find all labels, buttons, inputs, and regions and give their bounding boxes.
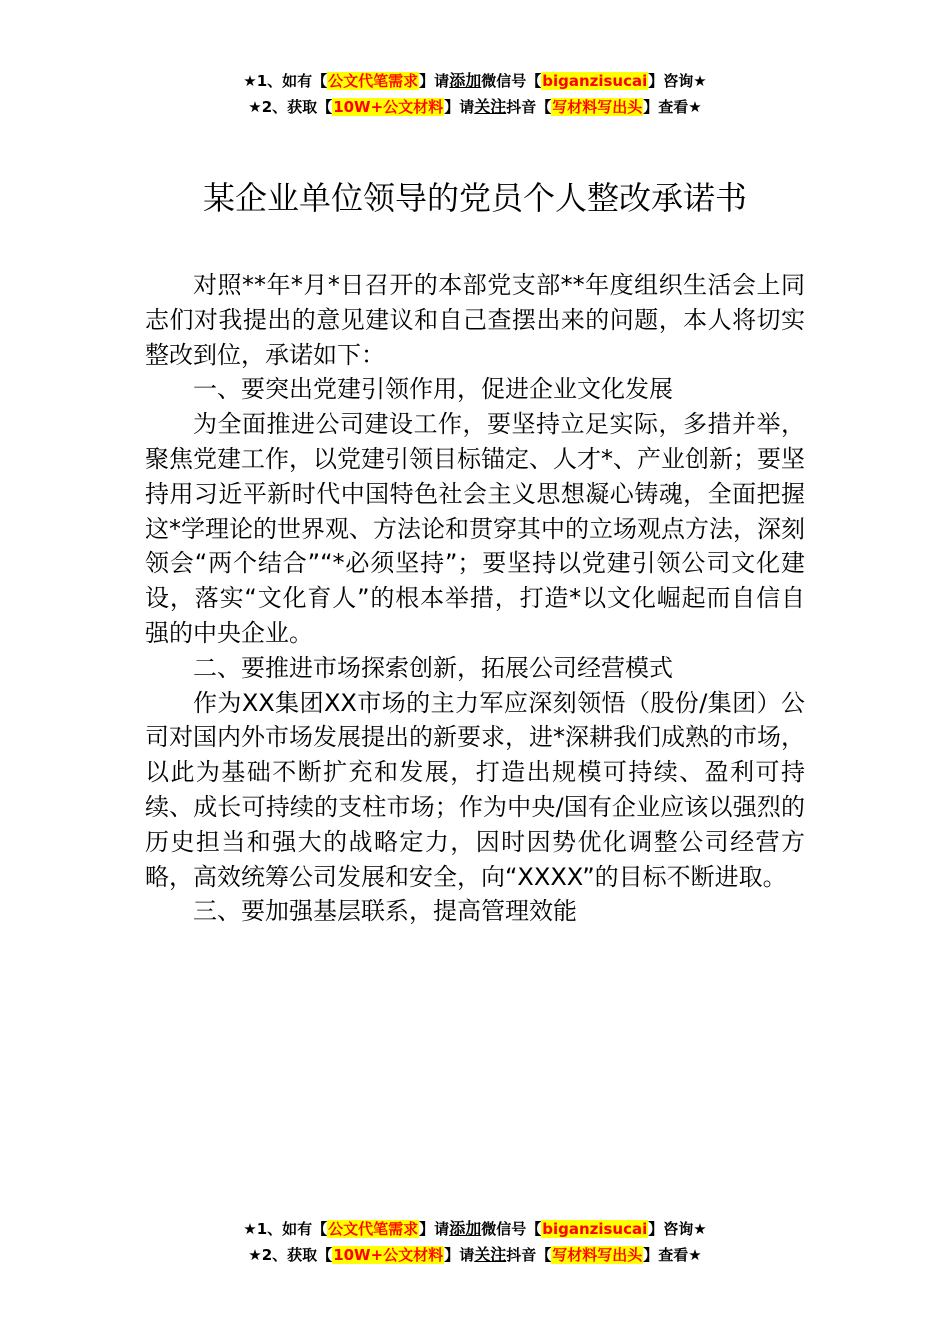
intro-paragraph: 对照**年*月*日召开的本部党支部**年度组织生活会上同志们对我提出的意见建议和自己查摆出来的问题，本人将切实整改到位，承诺如下： bbox=[145, 271, 805, 369]
highlight-service: 公文代笔需求 bbox=[328, 72, 419, 90]
banner-text: 】请 bbox=[444, 1246, 475, 1264]
banner-text: 】咨询★ bbox=[648, 72, 707, 90]
underlined-text: 添加 bbox=[449, 1219, 482, 1238]
banner-line-1 bbox=[0, 68, 950, 94]
banner-text: ★2、获取【 bbox=[248, 98, 333, 116]
header-banner bbox=[0, 68, 950, 120]
banner-text: ★1、如有【 bbox=[243, 1220, 328, 1238]
banner-text: 抖音【 bbox=[506, 1246, 552, 1264]
highlight-douyin-id: 写材料写出头 bbox=[552, 98, 643, 116]
section-paragraph-1: 为全面推进公司建设工作，要坚持立足实际，多措并举，聚焦党建工作，以党建引领目标锚定、人才*、产业创新；要坚持用习近平新时代中国特色社会主义思想凝心铸魂，全面把握这*学理论的世界观、方法论和贯穿其中的立场观点方法，深刻领会“两个结合”“*必须坚持”；要坚持以党建引领公司文化建设，落实“文化育人”的根本举措，打造*以文化崛起而自信自强的中央企业。 bbox=[145, 410, 805, 647]
banner-text: 】查看★ bbox=[643, 98, 702, 116]
highlight-service: 公文代笔需求 bbox=[328, 1220, 419, 1238]
banner-text: 】咨询★ bbox=[648, 1220, 707, 1238]
section-heading-2: 二、要推进市场探索创新，拓展公司经营模式 bbox=[193, 653, 673, 682]
section-paragraph-2: 作为XX集团XX市场的主力军应深刻领悟（股份/集团）公司对国内外市场发展提出的新要求，进*深耕我们成熟的市场，以此为基础不断扩充和发展，打造出规模可持续、盈利可持续、成长可持续的支柱市场；作为中央/国有企业应该以强烈的历史担当和强大的战略定力，因时因势优化调整公司经营方略，高效统筹公司发展和安全，向“XXXX”的目标不断进取。 bbox=[145, 688, 805, 891]
banner-line-1 bbox=[0, 1216, 950, 1242]
banner-text: 】请 bbox=[419, 72, 450, 90]
underlined-text: 添加 bbox=[449, 71, 482, 90]
banner-text: 微信号【 bbox=[481, 1220, 542, 1238]
underlined-text: 关注 bbox=[474, 1245, 507, 1264]
banner-text: 】请 bbox=[444, 98, 475, 116]
banner-text: 】请 bbox=[419, 1220, 450, 1238]
banner-line-2 bbox=[0, 94, 950, 120]
banner-text: 抖音【 bbox=[506, 98, 552, 116]
document-title: 某企业单位领导的党员个人整改承诺书 bbox=[202, 179, 747, 217]
banner-text: ★2、获取【 bbox=[248, 1246, 333, 1264]
section-heading-3: 三、要加强基层联系，提高管理效能 bbox=[193, 897, 577, 926]
highlight-wechat-id: biganzisucai bbox=[542, 1220, 648, 1238]
underlined-text: 关注 bbox=[474, 97, 507, 116]
highlight-materials: 10W+公文材料 bbox=[333, 1246, 444, 1264]
footer-banner bbox=[0, 1216, 950, 1268]
banner-text: 微信号【 bbox=[481, 72, 542, 90]
highlight-wechat-id: biganzisucai bbox=[542, 72, 648, 90]
banner-text: ★1、如有【 bbox=[243, 72, 328, 90]
highlight-materials: 10W+公文材料 bbox=[333, 98, 444, 116]
banner-text: 】查看★ bbox=[643, 1246, 702, 1264]
highlight-douyin-id: 写材料写出头 bbox=[552, 1246, 643, 1264]
banner-line-2 bbox=[0, 1242, 950, 1268]
section-heading-1: 一、要突出党建引领作用，促进企业文化发展 bbox=[193, 375, 673, 404]
document-body bbox=[145, 268, 805, 929]
